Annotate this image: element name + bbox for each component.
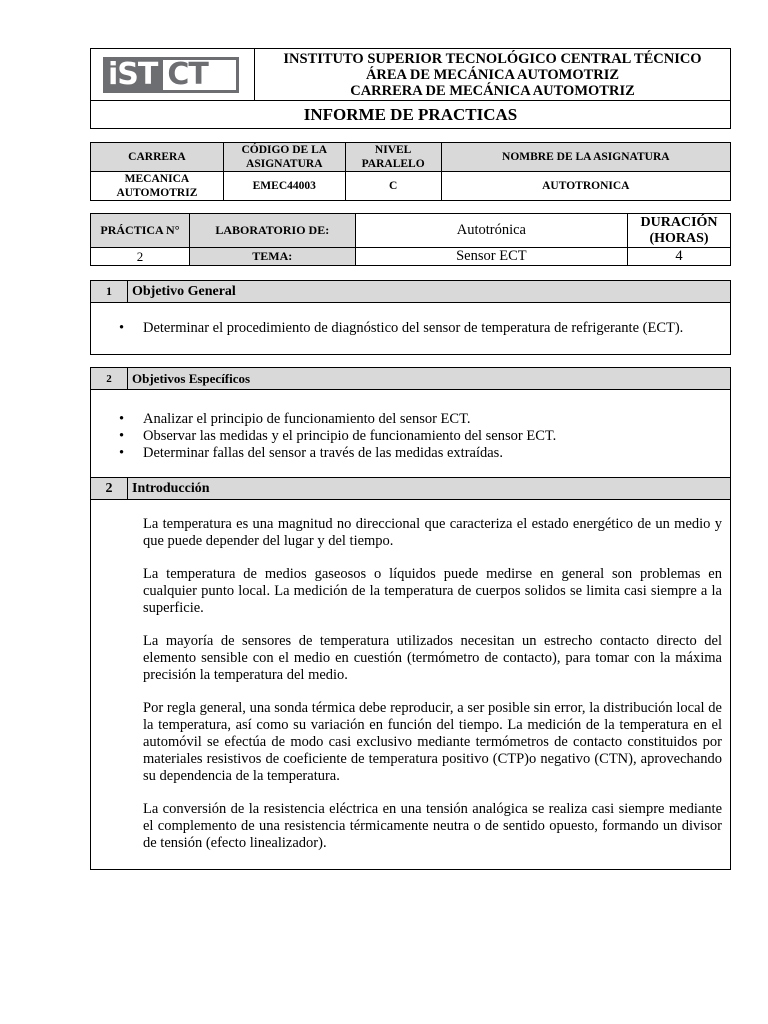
section-number: 1 bbox=[91, 281, 128, 303]
career-value: MECANICA AUTOMOTRIZ bbox=[91, 172, 224, 201]
section-heading: Objetivos Específicos bbox=[128, 368, 731, 390]
introduction-section bbox=[90, 477, 731, 870]
section-heading: Introducción bbox=[128, 478, 731, 500]
subject-code-value: EMEC44003 bbox=[223, 172, 345, 201]
paragraph: La conversión de la resistencia eléctrica en una tensión analógica se realiza casi siempre mediante el complemento de una resistencia térmicamente neutra o de sentido opuesto, formando un divisor de tensión (efecto linealizador). bbox=[143, 800, 722, 851]
lab-value: Autotrónica bbox=[355, 214, 627, 248]
general-objective-section bbox=[90, 280, 731, 355]
practice-table bbox=[90, 213, 731, 266]
specific-objectives-section bbox=[90, 367, 731, 478]
subject-name-value: AUTOTRONICA bbox=[441, 172, 730, 201]
general-objective-body bbox=[91, 303, 731, 355]
paragraph: Por regla general, una sonda térmica debe reproducir, a ser posible sin error, la distribución local de la temperatura, así como su variación en función del tiempo. La medición de la temperatura en el automóvil se efectúa de modo casi exclusivo mediante termómetros de contacto constituidos por materiales resistivos de coeficiente de temperatura positivo (CTP)o negativo (CTN), aprovechando su dependencia de la temperatura. bbox=[143, 699, 722, 784]
practice-number-value: 2 bbox=[91, 248, 190, 266]
logo-cell bbox=[91, 49, 255, 101]
lab-label: LABORATORIO DE: bbox=[189, 214, 355, 248]
logo-ct-text: CT bbox=[160, 57, 239, 93]
paragraph: La temperatura de medios gaseosos o líquidos puede medirse en general son problemas en cualquier punto local. La medición de la temperatura de cuerpos solidos se limita casi siempre a la superficie. bbox=[143, 565, 722, 616]
level-value: C bbox=[345, 172, 441, 201]
list-item: • Observar las medidas y el principio de funcionamiento del sensor ECT. bbox=[113, 428, 730, 445]
paragraph: La temperatura es una magnitud no direccional que caracteriza el estado energético de un medio y que puede depender del lugar y del tiempo. bbox=[143, 515, 722, 549]
duration-value: 4 bbox=[628, 248, 731, 266]
paragraph: La mayoría de sensores de temperatura utilizados necesitan un estrecho contacto directo del elemento sensible con el medio en cuestión (termómetro de contacto), para tomar con la máxima precisión la temperatura del medio. bbox=[143, 632, 722, 683]
section-number: 2 bbox=[91, 368, 128, 390]
introduction-body bbox=[91, 500, 731, 870]
specific-objectives-body bbox=[91, 390, 731, 478]
logo-ist-text: iST bbox=[103, 57, 160, 93]
topic-value: Sensor ECT bbox=[355, 248, 627, 266]
institute-logo bbox=[103, 57, 239, 93]
section-heading: Objetivo General bbox=[128, 281, 731, 303]
list-item: • Analizar el principio de funcionamiento del sensor ECT. bbox=[113, 411, 730, 428]
header-table bbox=[90, 48, 731, 129]
practice-number-label: PRÁCTICA N° bbox=[91, 214, 190, 248]
subject-code-header: CÓDIGO DE LA ASIGNATURA bbox=[223, 143, 345, 172]
subject-name-header: NOMBRE DE LA ASIGNATURA bbox=[441, 143, 730, 172]
section-number: 2 bbox=[91, 478, 128, 500]
institute-line-1: INSTITUTO SUPERIOR TECNOLÓGICO CENTRAL TÉCNICO bbox=[283, 51, 702, 67]
level-header: NIVEL PARALELO bbox=[345, 143, 441, 172]
subject-table bbox=[90, 142, 731, 201]
list-item: • Determinar fallas del sensor a través de las medidas extraídas. bbox=[113, 445, 730, 462]
career-header: CARRERA bbox=[91, 143, 224, 172]
list-item: • Determinar el procedimiento de diagnóstico del sensor de temperatura de refrigerante (ECT). bbox=[113, 320, 730, 337]
duration-label: DURACIÓN (HORAS) bbox=[628, 214, 731, 248]
institute-name-cell bbox=[255, 49, 731, 101]
institute-line-3: CARRERA DE MECÁNICA AUTOMOTRIZ bbox=[350, 83, 635, 99]
institute-line-2: ÁREA DE MECÁNICA AUTOMOTRIZ bbox=[365, 67, 620, 83]
topic-label: TEMA: bbox=[189, 248, 355, 266]
report-title: INFORME DE PRACTICAS bbox=[91, 101, 731, 129]
